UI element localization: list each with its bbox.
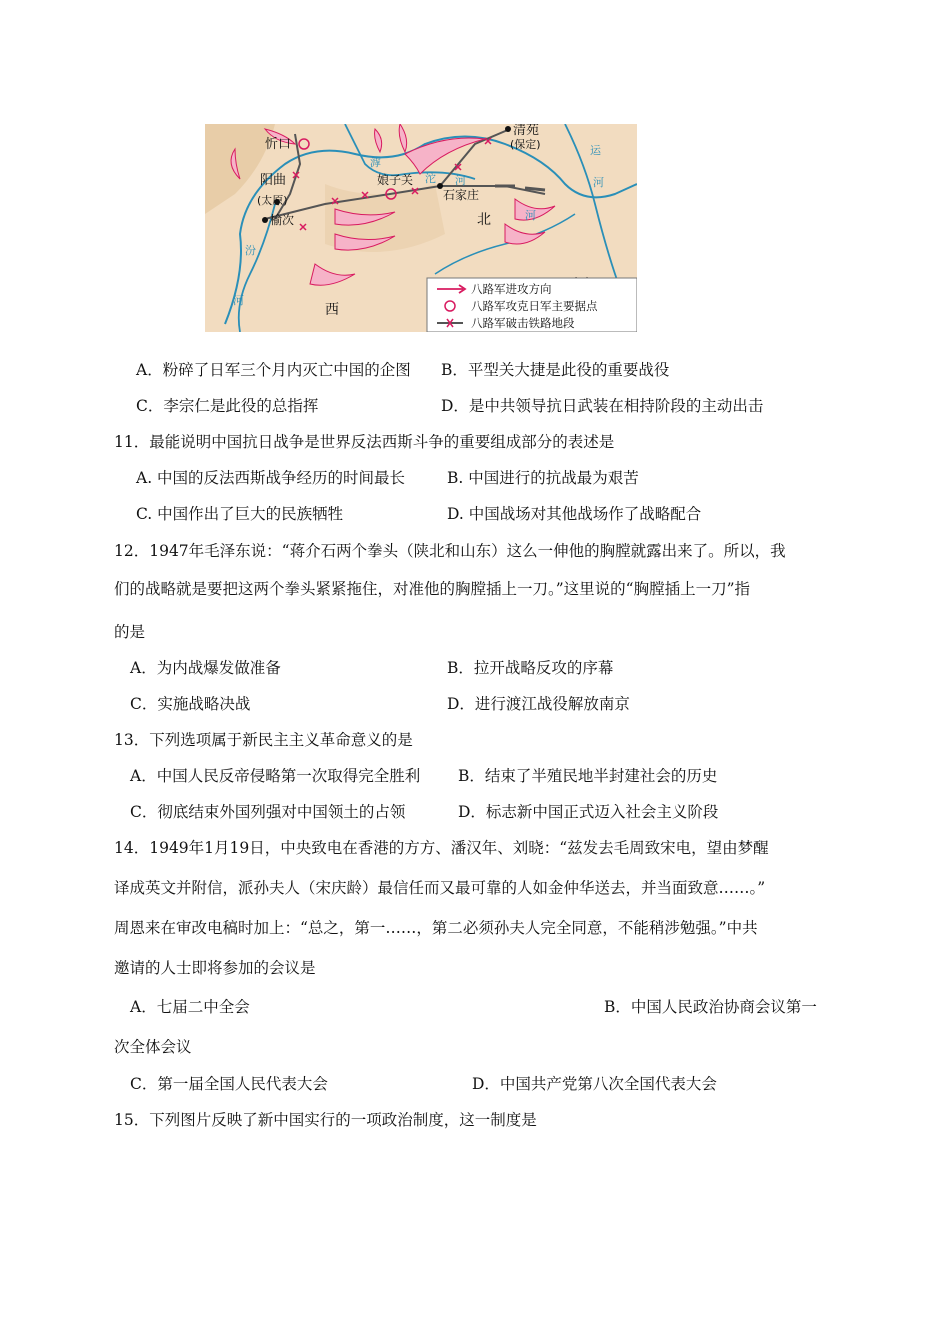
option-a: A．七届二中全会 bbox=[130, 998, 250, 1016]
option-b: B．结束了半殖民地半封建社会的历史 bbox=[458, 767, 718, 785]
question-12-stem-line-2: 们的战略就是要把这两个拳头紧紧拖住，对准他的胸膛插上一刀。”这里说的“胸膛插上一刀”指 bbox=[114, 580, 751, 598]
question-13-stem: 13．下列选项属于新民主主义革命意义的是 bbox=[114, 731, 413, 749]
place-label: 娘子关 bbox=[377, 173, 414, 187]
svg-text:河: 河 bbox=[455, 174, 466, 187]
option-c: C．实施战略决战 bbox=[130, 695, 251, 713]
option-a: A．粉碎了日军三个月内灭亡中国的企图 bbox=[136, 361, 411, 379]
svg-text:运: 运 bbox=[590, 144, 601, 157]
place-label: 石家庄 bbox=[443, 188, 480, 202]
svg-text:河: 河 bbox=[593, 176, 604, 189]
svg-text:河: 河 bbox=[525, 209, 536, 222]
option-c: C．李宗仁是此役的总指挥 bbox=[136, 397, 319, 415]
question-12-stem-line-3: 的是 bbox=[114, 623, 146, 641]
question-11-stem: 11．最能说明中国抗日战争是世界反法西斯斗争的重要组成部分的表述是 bbox=[114, 433, 615, 451]
question-12-stem-line-1: 12．1947年毛泽东说：“蒋介石两个拳头（陕北和山东）这么一伸他的胸膛就露出来了。所以，我 bbox=[114, 542, 786, 560]
option-a: A．为内战爆发做准备 bbox=[130, 659, 281, 677]
option-a: A．中国人民反帝侵略第一次取得完全胜利 bbox=[130, 767, 421, 785]
svg-text:河: 河 bbox=[233, 294, 244, 307]
option-d: D．标志新中国正式迈入社会主义阶段 bbox=[458, 803, 719, 821]
option-c: C. 中国作出了巨大的民族牺牲 bbox=[136, 505, 344, 523]
option-a: A. 中国的反法西斯战争经历的时间最长 bbox=[136, 469, 406, 487]
option-d: D. 中国战场对其他战场作了战略配合 bbox=[447, 505, 702, 523]
option-c: C．彻底结束外国列强对中国领土的占领 bbox=[130, 803, 406, 821]
option-d: D．中国共产党第八次全国代表大会 bbox=[472, 1075, 717, 1093]
question-15-stem: 15．下列图片反映了新中国实行的一项政治制度，这一制度是 bbox=[114, 1111, 537, 1129]
legend-label: 八路军破击铁路地段 bbox=[471, 316, 575, 330]
question-14-stem-line-4: 邀请的人士即将参加的会议是 bbox=[114, 959, 316, 977]
legend-label: 八路军攻克日军主要据点 bbox=[471, 299, 598, 313]
svg-text:滹: 滹 bbox=[370, 156, 381, 169]
option-c: C．第一届全国人民代表大会 bbox=[130, 1075, 328, 1093]
option-b: B．拉开战略反攻的序幕 bbox=[447, 659, 614, 677]
question-14-stem-line-2: 译成英文并附信，派孙夫人（宋庆龄）最信任而又最可靠的人如金仲华送去，并当面致意……。” bbox=[114, 879, 766, 897]
svg-text:汾: 汾 bbox=[245, 244, 256, 257]
option-b-continued: 次全体会议 bbox=[114, 1038, 192, 1056]
question-14-stem-line-1: 14．1949年1月19日，中央致电在香港的方方、潘汉年、刘晓：“兹发去毛周致宋电，望由梦醒 bbox=[114, 839, 769, 857]
place-label: 榆次 bbox=[270, 213, 295, 227]
place-label: 西 bbox=[325, 302, 339, 318]
option-b: B. 中国进行的抗战最为艰苦 bbox=[447, 469, 639, 487]
svg-text:沱: 沱 bbox=[425, 172, 436, 185]
place-label: 忻口 bbox=[265, 137, 292, 152]
question-14-stem-line-3: 周恩来在审改电稿时加上：“总之，第一……，第二必须孙夫人完全同意，不能稍涉勉强。”中共 bbox=[114, 919, 758, 937]
place-label: 清苑 bbox=[513, 124, 540, 138]
legend-label: 八路军进攻方向 bbox=[471, 282, 552, 296]
place-label: (保定) bbox=[510, 138, 541, 151]
option-b: B．平型关大捷是此役的重要战役 bbox=[441, 361, 670, 379]
option-b: B．中国人民政治协商会议第一 bbox=[604, 998, 817, 1016]
option-d: D．进行渡江战役解放南京 bbox=[447, 695, 630, 713]
place-label: 北 bbox=[477, 212, 491, 228]
option-d: D．是中共领导抗日武装在相持阶段的主动出击 bbox=[441, 397, 764, 415]
place-label: 阳曲 bbox=[260, 173, 287, 188]
baituan-campaign-map bbox=[205, 124, 637, 332]
place-label: (太原) bbox=[257, 194, 288, 207]
